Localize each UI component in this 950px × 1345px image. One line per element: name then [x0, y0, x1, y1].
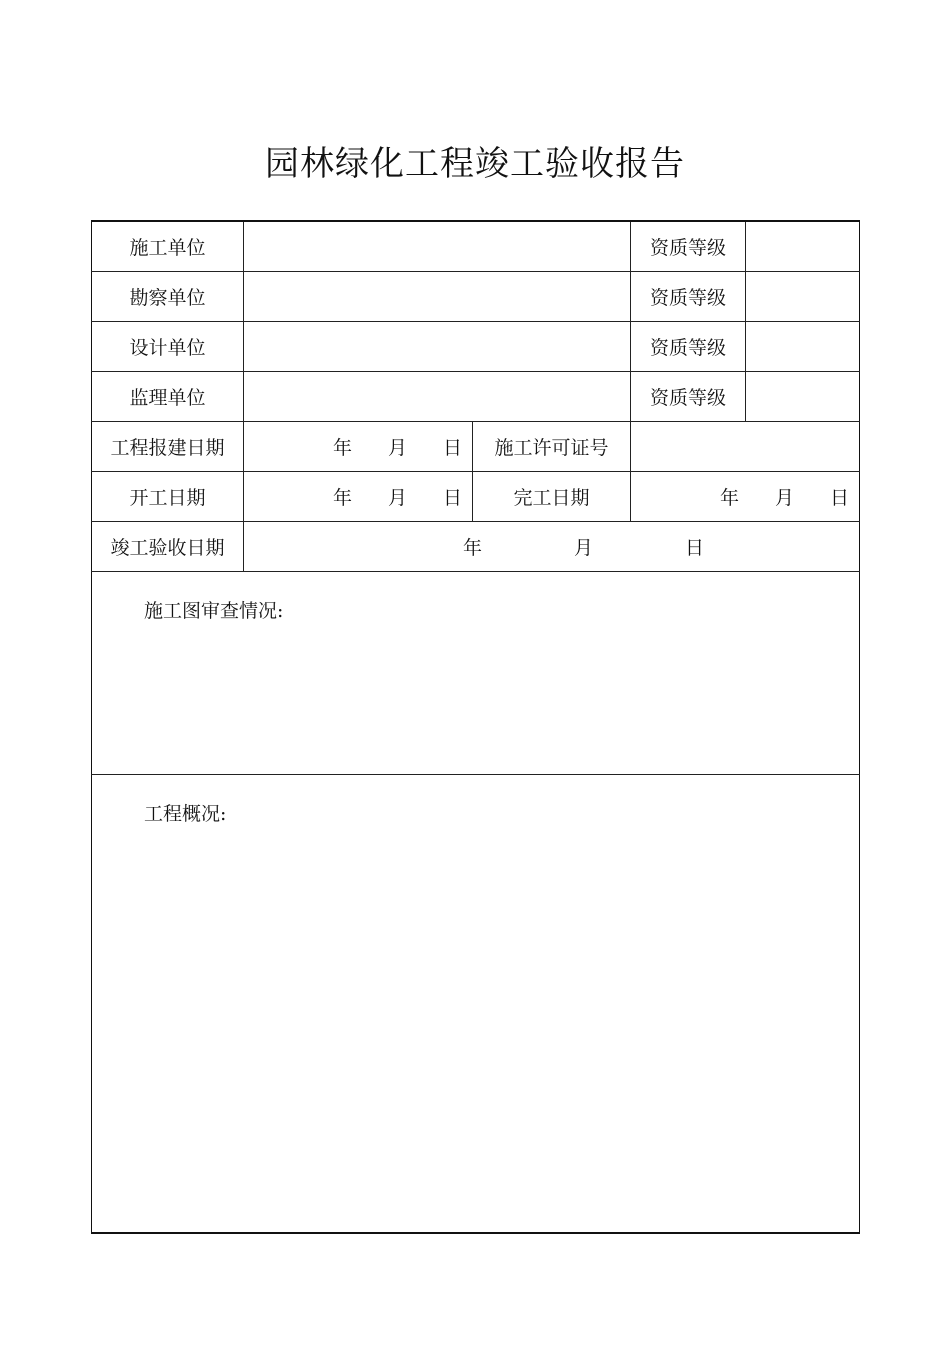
supervision-qualification-label: 资质等级	[631, 371, 746, 421]
supervision-qualification-field[interactable]	[746, 371, 860, 421]
row-project-overview	[92, 774, 860, 1233]
row-drawing-review	[92, 571, 860, 774]
design-unit-field[interactable]	[244, 321, 631, 371]
supervision-unit-field[interactable]	[244, 371, 631, 421]
report-date-month: 月	[387, 436, 407, 459]
start-date-day: 日	[442, 486, 462, 509]
survey-unit-field[interactable]	[244, 271, 631, 321]
drawing-review-field[interactable]	[92, 571, 860, 774]
project-overview-field[interactable]	[92, 774, 860, 1233]
start-date-field[interactable]	[244, 471, 473, 521]
construction-unit-field[interactable]	[244, 221, 631, 271]
permit-number-label: 施工许可证号	[473, 421, 631, 471]
row-construction-unit	[92, 221, 860, 271]
report-date-year: 年	[332, 436, 352, 459]
start-date-year: 年	[332, 486, 352, 509]
project-overview-label: 工程概况:	[144, 802, 227, 825]
construction-qualification-label: 资质等级	[631, 221, 746, 271]
report-date-label: 工程报建日期	[92, 421, 244, 471]
construction-qualification-field[interactable]	[746, 221, 860, 271]
row-design-unit	[92, 321, 860, 371]
report-date-field[interactable]	[244, 421, 473, 471]
permit-number-field[interactable]	[631, 421, 860, 471]
row-survey-unit	[92, 271, 860, 321]
completion-date-month: 月	[774, 486, 794, 509]
design-qualification-field[interactable]	[746, 321, 860, 371]
start-date-month: 月	[387, 486, 407, 509]
acceptance-date-year: 年	[463, 536, 483, 559]
acceptance-form-table	[91, 220, 860, 1234]
row-supervision-unit	[92, 371, 860, 421]
acceptance-date-label: 竣工验收日期	[92, 521, 244, 571]
row-acceptance-date	[92, 521, 860, 571]
completion-date-label: 完工日期	[473, 471, 631, 521]
row-start-date	[92, 471, 860, 521]
completion-date-day: 日	[830, 486, 850, 509]
row-report-date	[92, 421, 860, 471]
construction-unit-label: 施工单位	[92, 221, 244, 271]
design-unit-label: 设计单位	[92, 321, 244, 371]
report-date-day: 日	[442, 436, 462, 459]
acceptance-date-field[interactable]	[244, 521, 860, 571]
completion-date-year: 年	[719, 486, 739, 509]
design-qualification-label: 资质等级	[631, 321, 746, 371]
acceptance-date-month: 月	[574, 536, 594, 559]
survey-unit-label: 勘察单位	[92, 271, 244, 321]
supervision-unit-label: 监理单位	[92, 371, 244, 421]
page-title: 园林绿化工程竣工验收报告	[265, 144, 685, 184]
survey-qualification-field[interactable]	[746, 271, 860, 321]
completion-date-field[interactable]	[631, 471, 860, 521]
acceptance-date-day: 日	[685, 536, 705, 559]
start-date-label: 开工日期	[92, 471, 244, 521]
drawing-review-label: 施工图审查情况:	[144, 599, 284, 622]
survey-qualification-label: 资质等级	[631, 271, 746, 321]
